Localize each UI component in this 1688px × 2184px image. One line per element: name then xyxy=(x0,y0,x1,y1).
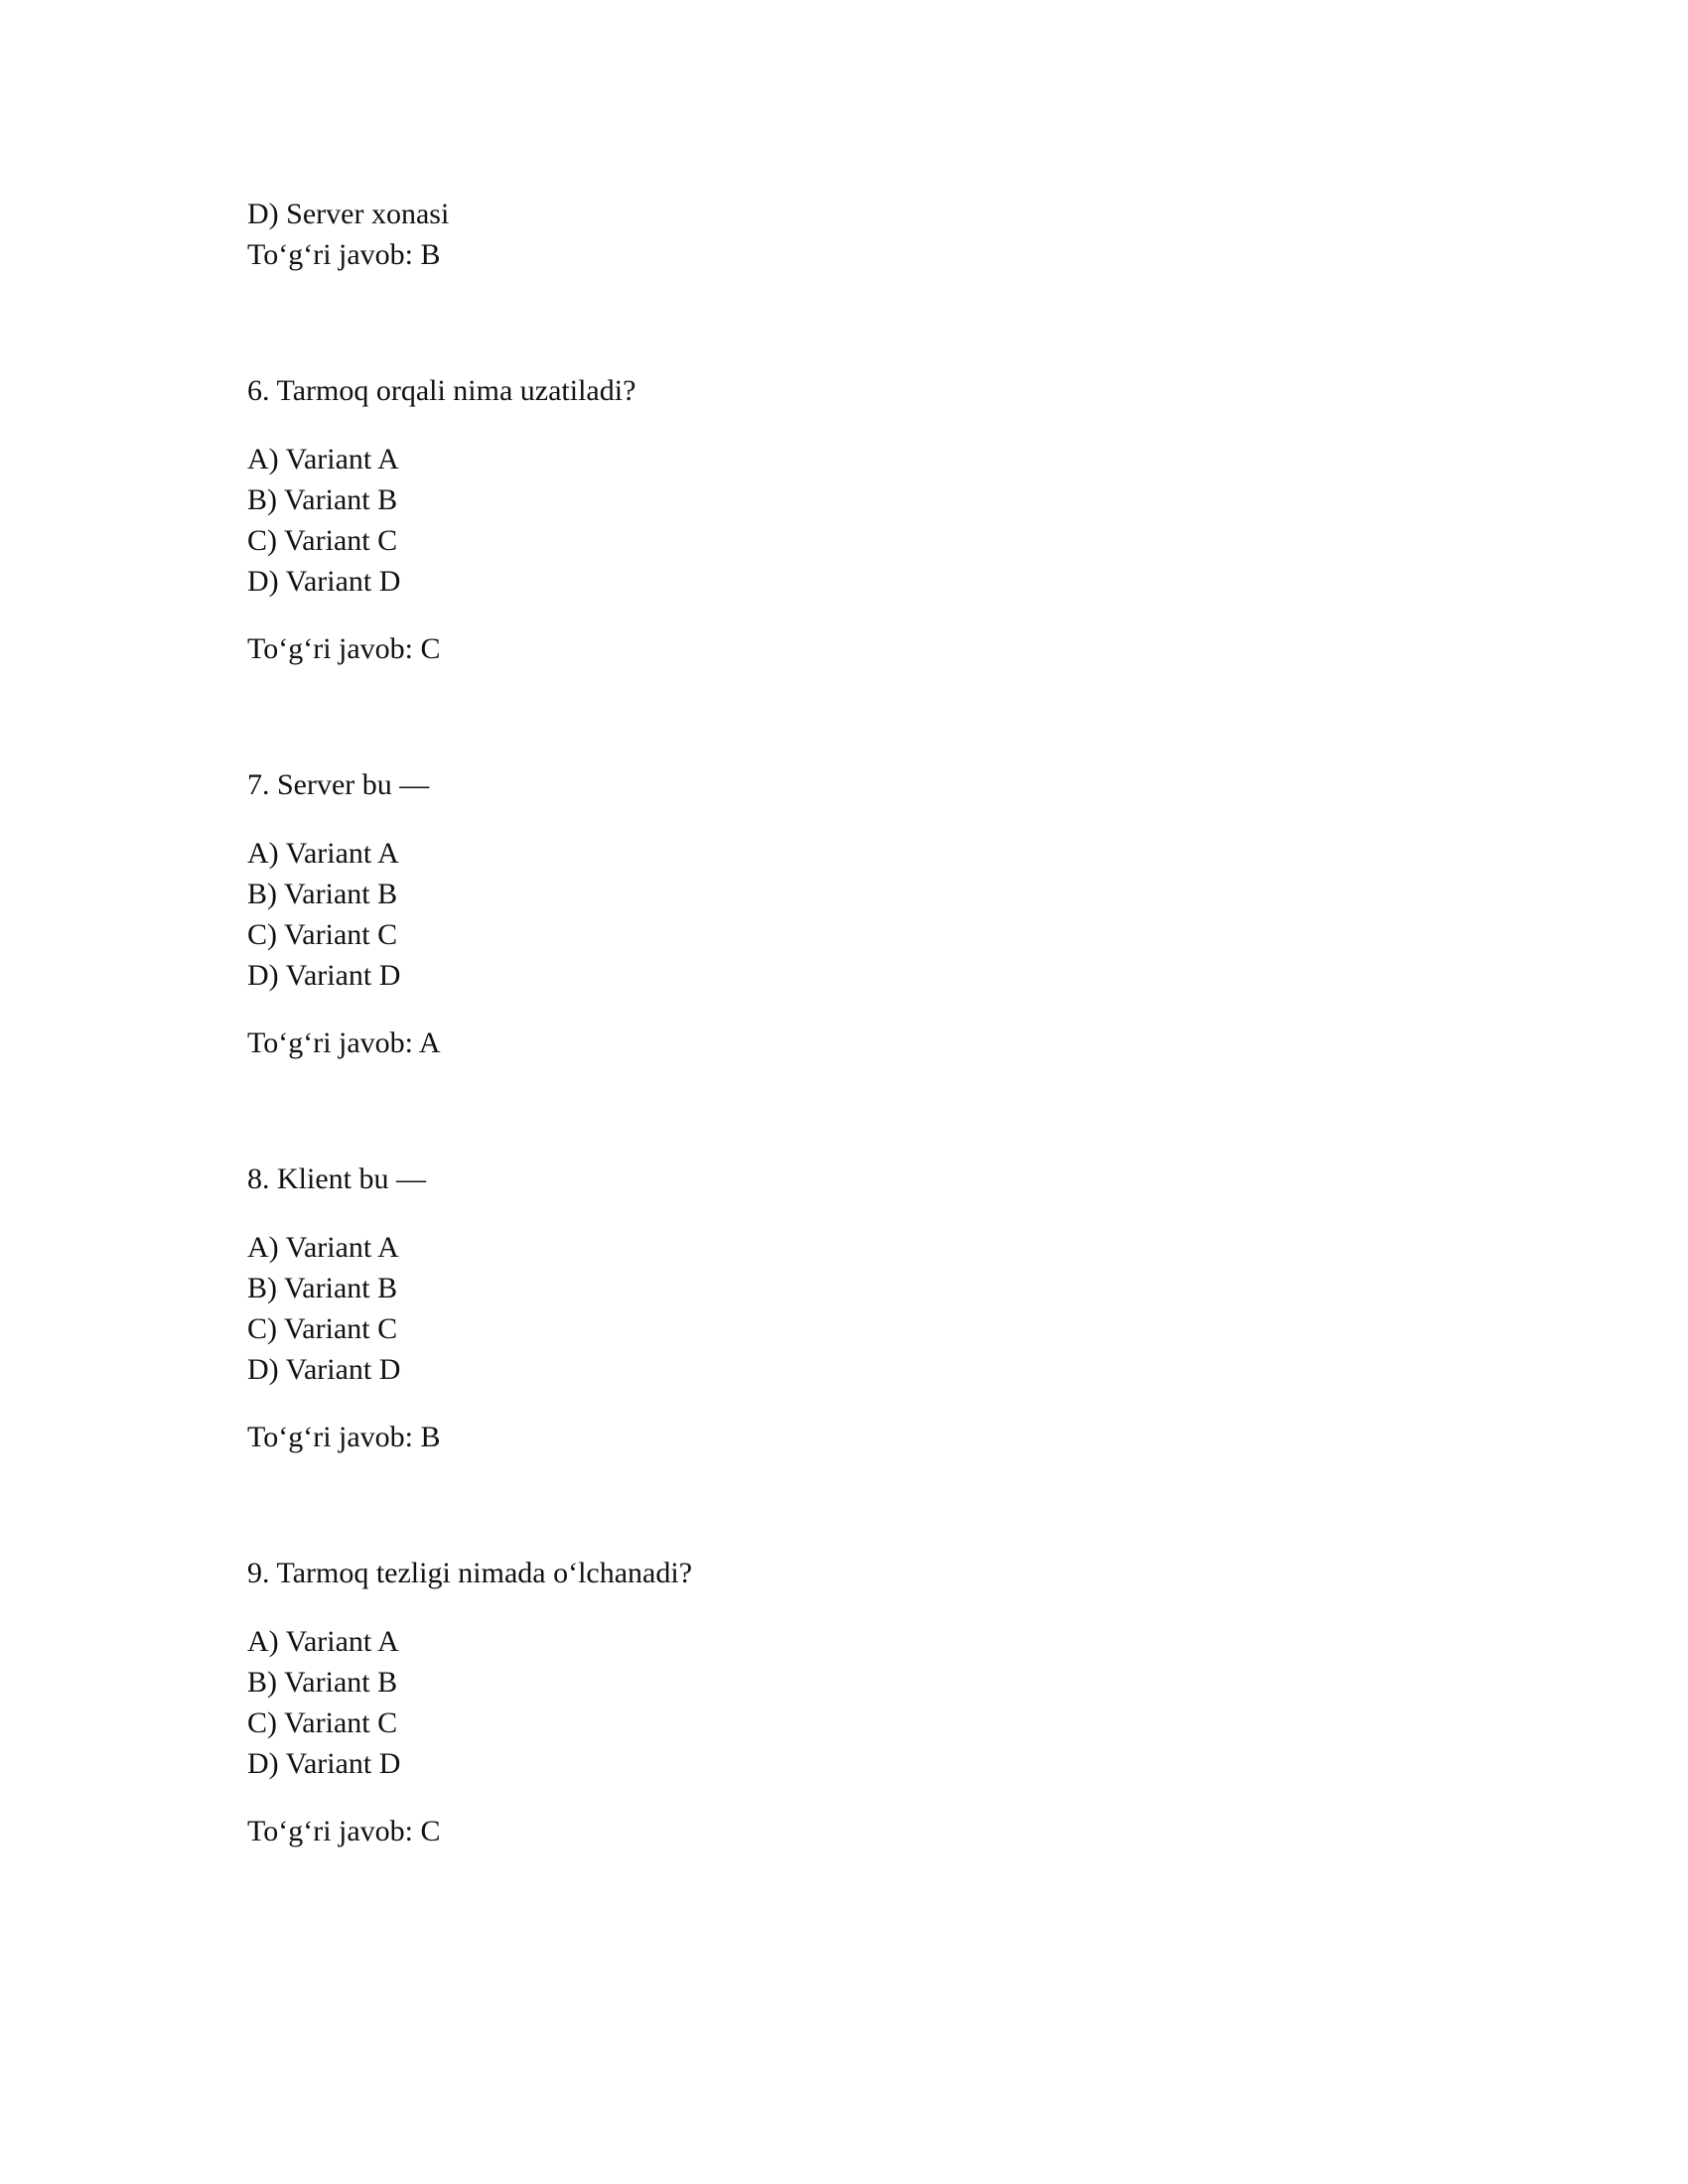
option-d: D) Server xonasi xyxy=(247,198,450,230)
option-c: C) Variant C xyxy=(247,524,398,557)
document-page xyxy=(247,194,1439,1851)
correct-answer: To‘g‘ri javob: A xyxy=(247,1026,441,1059)
question-block-7 xyxy=(247,764,1439,1063)
question-block-9 xyxy=(247,1553,1439,1851)
option-b: B) Variant B xyxy=(247,878,398,910)
option-a: A) Variant A xyxy=(247,1625,399,1658)
correct-answer: To‘g‘ri javob: B xyxy=(247,238,441,271)
carryover-block xyxy=(247,194,1439,275)
option-b: B) Variant B xyxy=(247,1272,398,1304)
option-b: B) Variant B xyxy=(247,483,398,516)
question-text: 8. Klient bu — xyxy=(247,1162,426,1195)
option-b: B) Variant B xyxy=(247,1666,398,1699)
option-c: C) Variant C xyxy=(247,1312,398,1345)
question-text: 7. Server bu — xyxy=(247,768,430,801)
option-d: D) Variant D xyxy=(247,959,401,992)
option-d: D) Variant D xyxy=(247,565,401,598)
option-c: C) Variant C xyxy=(247,1706,398,1739)
question-block-8 xyxy=(247,1159,1439,1457)
question-block-6 xyxy=(247,370,1439,669)
correct-answer: To‘g‘ri javob: B xyxy=(247,1421,441,1453)
option-d: D) Variant D xyxy=(247,1353,401,1386)
option-c: C) Variant C xyxy=(247,918,398,951)
option-a: A) Variant A xyxy=(247,837,399,870)
question-text: 6. Tarmoq orqali nima uzatiladi? xyxy=(247,374,636,407)
question-text: 9. Tarmoq tezligi nimada o‘lchanadi? xyxy=(247,1557,693,1589)
option-d: D) Variant D xyxy=(247,1747,401,1780)
option-a: A) Variant A xyxy=(247,443,399,476)
correct-answer: To‘g‘ri javob: C xyxy=(247,1815,441,1847)
correct-answer: To‘g‘ri javob: C xyxy=(247,632,441,665)
option-a: A) Variant A xyxy=(247,1231,399,1264)
